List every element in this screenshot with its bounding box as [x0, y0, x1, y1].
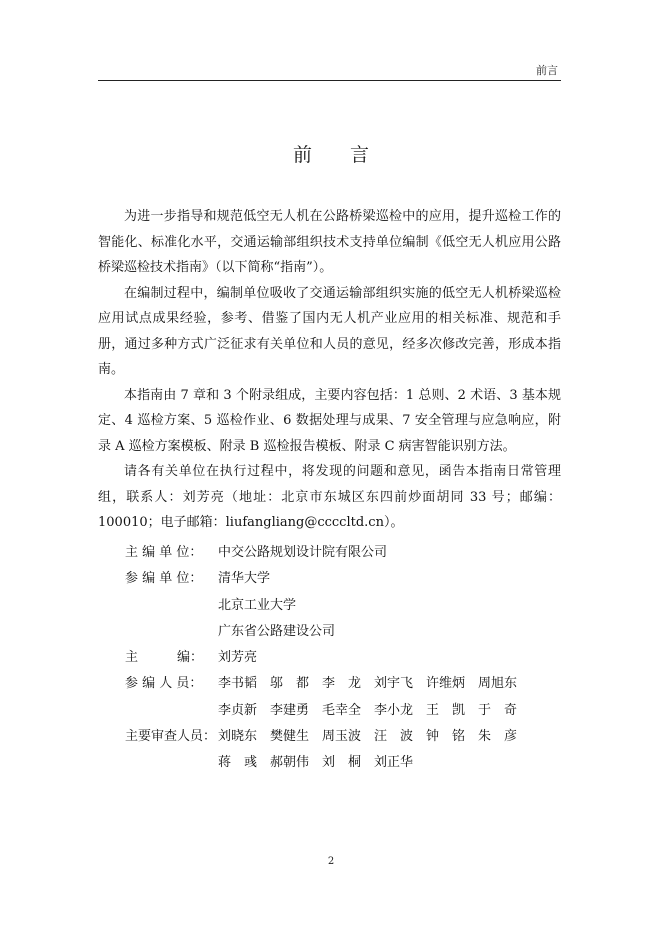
credit-label: 主要审查人员：: [125, 729, 217, 745]
preface-body: [98, 204, 561, 536]
credit-value: 清华大学: [218, 571, 271, 587]
credit-row: [125, 566, 555, 592]
credit-label: [125, 593, 218, 619]
running-header: 前言: [536, 64, 558, 77]
credit-row: [125, 750, 555, 776]
paragraph-contents: 本指南由 7 章和 3 个附录组成，主要内容包括：1 总则、2 术语、3 基本规定、4 巡检方案、5 巡检作业、6 数据处理与成果、7 安全管理与应急响应，附录 A 巡检方案模板、附录 B 巡检报告模板、附录 C 病害智能识别方法。: [98, 387, 561, 454]
credit-label: 参 编 人 员：: [125, 676, 203, 692]
header-rule: [98, 80, 561, 81]
paragraph-purpose: 为进一步指导和规范低空无人机在公路桥梁巡检中的应用，提升巡检工作的智能化、标准化水平，交通运输部组织技术支持单位编制《低空无人机应用公路桥梁巡检技术指南》（以下简称“指南”）。: [98, 209, 561, 275]
credit-row: [125, 671, 555, 697]
credit-label: 主 编：: [125, 650, 204, 666]
credit-row: [125, 724, 555, 750]
credit-value: 李贞新 李建勇 毛幸全 李小龙 王 凯 于 奇: [218, 702, 518, 718]
credit-label: 主 编 单 位：: [125, 545, 203, 560]
credit-label: 参 编 单 位：: [125, 571, 203, 587]
page-title: [0, 140, 662, 167]
credit-row: [125, 540, 555, 566]
paragraph-contact: 请各有关单位在执行过程中，将发现的问题和意见，函告本指南日常管理组，联系人：刘芳亮（地址：北京市东城区东四前炒面胡同 33 号；邮编：100010；电子邮箱：liufangliang@ccccltd.cn）。: [98, 464, 561, 530]
paragraph-process: 在编制过程中，编制单位吸收了交通运输部组织实施的低空无人机桥梁巡检应用试点成果经验，参考、借鉴了国内无人机产业应用的相关标准、规范和手册，通过多种方式广泛征求有关单位和人员的意见，经多次修改完善，形成本指南。: [98, 285, 561, 377]
credit-value: 北京工业大学: [218, 597, 297, 613]
credit-label: [125, 698, 218, 724]
credits-block: [125, 540, 555, 777]
credit-value: 李书韬 邬 都 李 龙 刘宇飞 许维炳 周旭东: [218, 676, 518, 692]
credit-value: 刘晓东 樊健生 周玉波 汪 波 钟 铭 朱 彦: [218, 729, 518, 745]
credit-row: [125, 698, 555, 724]
credit-label: [125, 750, 218, 776]
credit-value: 刘芳亮: [218, 650, 258, 666]
credit-row: [125, 645, 555, 671]
credit-value: 中交公路规划设计院有限公司: [218, 545, 388, 560]
credit-row: [125, 593, 555, 619]
title-char-2: 言: [350, 144, 370, 166]
title-char-1: 前: [292, 144, 312, 166]
credit-row: [125, 619, 555, 645]
credit-label: [125, 619, 218, 645]
credit-value: 广东省公路建设公司: [218, 623, 336, 639]
page-number: 2: [327, 856, 335, 867]
credit-value: 蒋 彧 郝朝伟 刘 桐 刘正华: [218, 755, 414, 771]
